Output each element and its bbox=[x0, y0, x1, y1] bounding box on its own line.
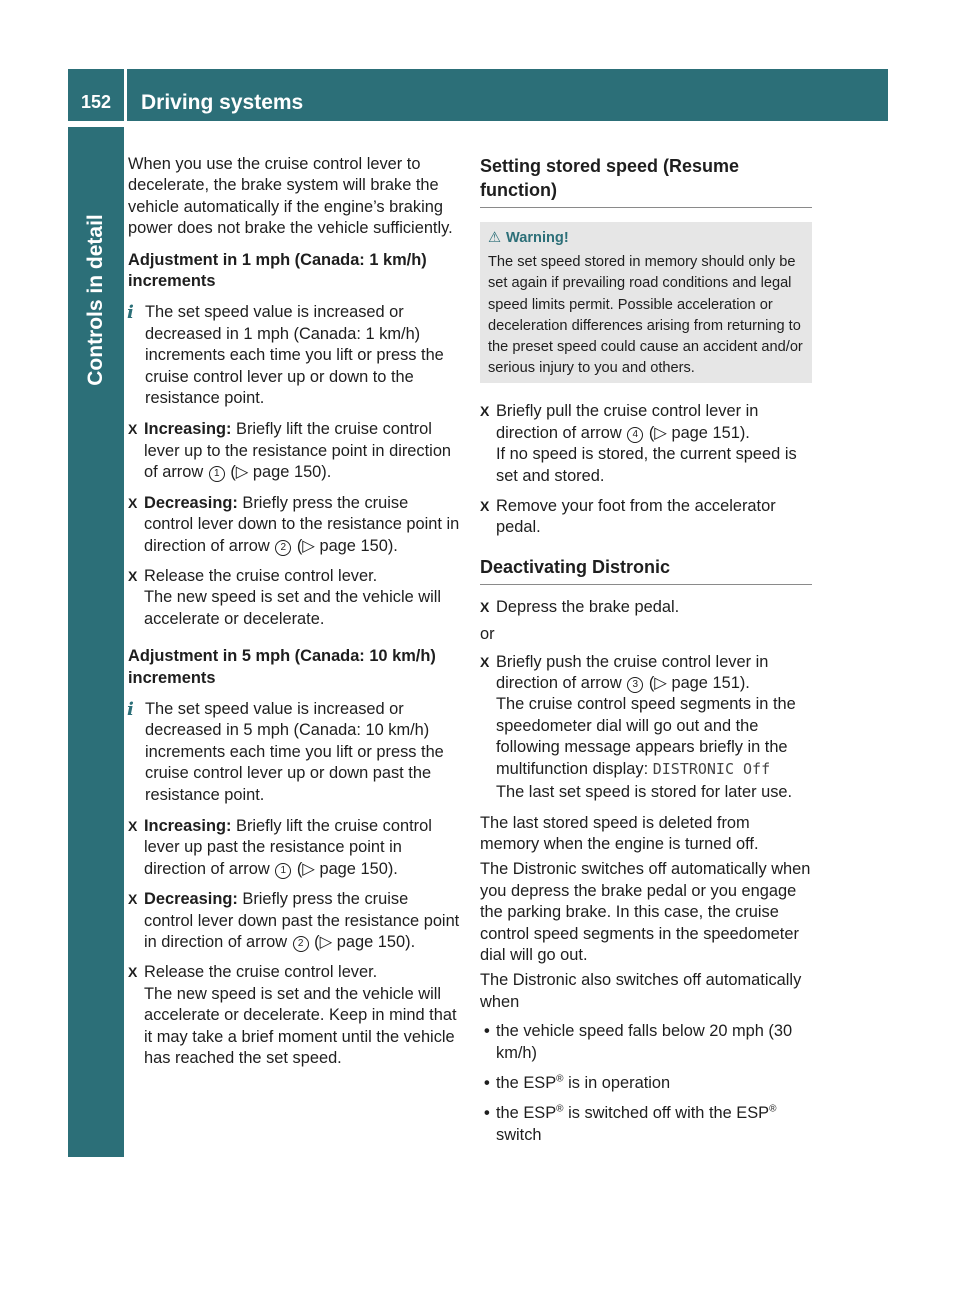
subheading-1mph: Adjustment in 1 mph (Canada: 1 km/h) increments bbox=[128, 250, 427, 291]
step-label: Increasing: bbox=[144, 420, 232, 439]
step-label: Increasing: bbox=[144, 816, 232, 835]
paragraph-also-off: The Distronic also switches off automatically when bbox=[480, 971, 802, 1011]
step-arrow-icon: X bbox=[128, 567, 138, 584]
info-icon: i bbox=[127, 698, 134, 720]
page-reference-link[interactable]: (▷ page 150). bbox=[309, 933, 416, 951]
page-reference-link[interactable]: (▷ page 150). bbox=[292, 536, 398, 555]
bullet-esp-switched-off bbox=[480, 1103, 812, 1146]
step-remove-foot bbox=[480, 496, 812, 539]
warning-title-text: Warning! bbox=[506, 230, 569, 246]
paragraph-auto-off: The Distronic switches off automatically when you depress the brake pedal or you engage the parking brake. In this case, the cruise control speed segments in the speedometer dial will go out. bbox=[480, 860, 811, 964]
info-text: The set speed value is increased or decreased in 1 mph (Canada: 1 km/h) increments each time you lift or press the cruise control lever up or down to the resistance point. bbox=[145, 303, 444, 408]
page-reference-link[interactable]: (▷ page 151). bbox=[644, 423, 750, 442]
info-text: The set speed value is increased or decreased in 5 mph (Canada: 10 km/h) increments each time you lift or press the cruise control lever up or down past the resistance point. bbox=[145, 699, 444, 804]
subheading-5mph: Adjustment in 5 mph (Canada: 10 km/h) increments bbox=[128, 647, 436, 687]
side-tab-label: Controls in detail bbox=[84, 214, 107, 386]
step-text: Briefly pull the cruise control lever in direction of arrow bbox=[496, 402, 759, 442]
warning-text: The set speed stored in memory should only be set again if prevailing road conditions and legal speed limits permit. Possible acceleration or deceleration differences arising from returning to the preset speed could cause an accident and/or serious injury to you and others. bbox=[488, 254, 803, 377]
intro-paragraph: When you use the cruise control lever to decelerate, the brake system will brake the vehicle automatically if the engine’s braking power does not brake the vehicle sufficiently. bbox=[128, 155, 453, 238]
step-result-text: The new speed is set and the vehicle will accelerate or decelerate. Keep in mind that it may take a brief moment until the vehicle has reached the set speed. bbox=[144, 984, 457, 1068]
step-label: Decreasing: bbox=[144, 890, 238, 909]
step-result-text bbox=[496, 694, 812, 780]
step-text: Briefly press the cruise control lever down to the resistance point in direction of arrow bbox=[144, 493, 460, 555]
step-arrow-icon: X bbox=[128, 964, 138, 981]
right-column bbox=[480, 154, 812, 1155]
left-column bbox=[128, 154, 461, 1078]
step-result-text: The new speed is set and the vehicle will accelerate or decelerate. bbox=[144, 588, 442, 628]
page-reference-link[interactable]: (▷ page 150). bbox=[225, 463, 332, 482]
step-release-5 bbox=[128, 962, 461, 1069]
step-depress-brake bbox=[480, 597, 812, 618]
info-note-5mph bbox=[128, 699, 461, 806]
bullet-esp-operation bbox=[480, 1073, 812, 1094]
paragraph-memory: The last stored speed is deleted from memory when the engine is turned off. bbox=[480, 813, 759, 853]
page-reference-link[interactable]: (▷ page 151). bbox=[644, 674, 750, 693]
step-pull-lever bbox=[480, 401, 812, 487]
step-arrow-icon: X bbox=[128, 494, 138, 511]
step-text: Briefly lift the cruise control lever up to the resistance point in direction of arrow bbox=[144, 420, 452, 482]
result-text: The cruise control speed segments in the speedometer dial will go out and the following message appears briefly in the multifunction display: bbox=[496, 695, 796, 778]
step-increasing-1 bbox=[128, 419, 461, 483]
bullet-text-end: switch bbox=[496, 1125, 542, 1144]
registered-mark: ® bbox=[556, 1073, 564, 1085]
step-text: Depress the brake pedal. bbox=[496, 597, 680, 616]
step-result-text-2: The last set speed is stored for later use. bbox=[496, 783, 793, 802]
bullet-text: the vehicle speed falls below 20 mph (30 km/h) bbox=[496, 1022, 793, 1062]
warning-triangle-icon: ⚠ bbox=[488, 230, 502, 246]
section-title: Driving systems bbox=[141, 91, 304, 114]
step-result-text: If no speed is stored, the current speed is set and stored. bbox=[496, 445, 797, 485]
registered-mark: ® bbox=[556, 1103, 564, 1115]
step-text: Release the cruise control lever. bbox=[144, 566, 378, 585]
info-icon: i bbox=[127, 302, 134, 324]
header-divider bbox=[124, 69, 127, 121]
step-arrow-icon: X bbox=[480, 498, 490, 515]
bullet-icon: • bbox=[484, 1104, 490, 1123]
or-separator: or bbox=[480, 625, 495, 644]
step-decreasing-5 bbox=[128, 889, 461, 953]
arrow-number-badge: 3 bbox=[627, 677, 643, 693]
page-number: 152 bbox=[80, 92, 112, 112]
arrow-number-badge: 4 bbox=[627, 427, 643, 443]
step-arrow-icon: X bbox=[480, 653, 490, 670]
step-label: Decreasing: bbox=[144, 493, 238, 512]
step-arrow-icon: X bbox=[128, 421, 138, 438]
warning-title bbox=[488, 228, 804, 249]
bullet-icon: • bbox=[484, 1022, 490, 1041]
step-arrow-icon: X bbox=[480, 598, 490, 615]
registered-mark: ® bbox=[769, 1103, 777, 1115]
arrow-number-badge: 1 bbox=[275, 863, 291, 879]
warning-box bbox=[480, 222, 812, 383]
step-arrow-icon: X bbox=[128, 891, 138, 908]
step-arrow-icon: X bbox=[480, 403, 490, 420]
step-text: Briefly push the cruise control lever in direction of arrow bbox=[496, 652, 769, 693]
step-text: Briefly press the cruise control lever down past the resistance point in direction of arrow bbox=[144, 890, 460, 951]
arrow-number-badge: 2 bbox=[275, 540, 291, 556]
bullet-text: the ESP bbox=[496, 1104, 557, 1123]
bullet-speed bbox=[480, 1021, 812, 1064]
step-text: Briefly lift the cruise control lever up past the resistance point in direction of arrow bbox=[144, 816, 432, 878]
step-text: Release the cruise control lever. bbox=[144, 963, 378, 982]
step-decreasing-1 bbox=[128, 493, 461, 557]
step-push-lever bbox=[480, 652, 812, 804]
step-arrow-icon: X bbox=[128, 817, 138, 834]
bullet-text-mid: is switched off with the ESP bbox=[563, 1104, 770, 1123]
step-release-1 bbox=[128, 566, 461, 630]
bullet-text-end: is in operation bbox=[563, 1073, 671, 1092]
info-note-1mph bbox=[128, 302, 461, 409]
page-reference-link[interactable]: (▷ page 150). bbox=[292, 859, 398, 878]
bullet-icon: • bbox=[484, 1073, 490, 1092]
display-message: DISTRONIC Off bbox=[652, 759, 771, 778]
step-text: Remove your foot from the accelerator pedal. bbox=[496, 497, 776, 537]
heading-deactivating-distronic: Deactivating Distronic bbox=[480, 555, 812, 585]
arrow-number-badge: 1 bbox=[209, 466, 225, 482]
heading-resume-function: Setting stored speed (Resume function) bbox=[480, 154, 812, 208]
step-increasing-5 bbox=[128, 816, 461, 880]
arrow-number-badge: 2 bbox=[293, 936, 309, 952]
bullet-text: the ESP bbox=[496, 1073, 557, 1092]
